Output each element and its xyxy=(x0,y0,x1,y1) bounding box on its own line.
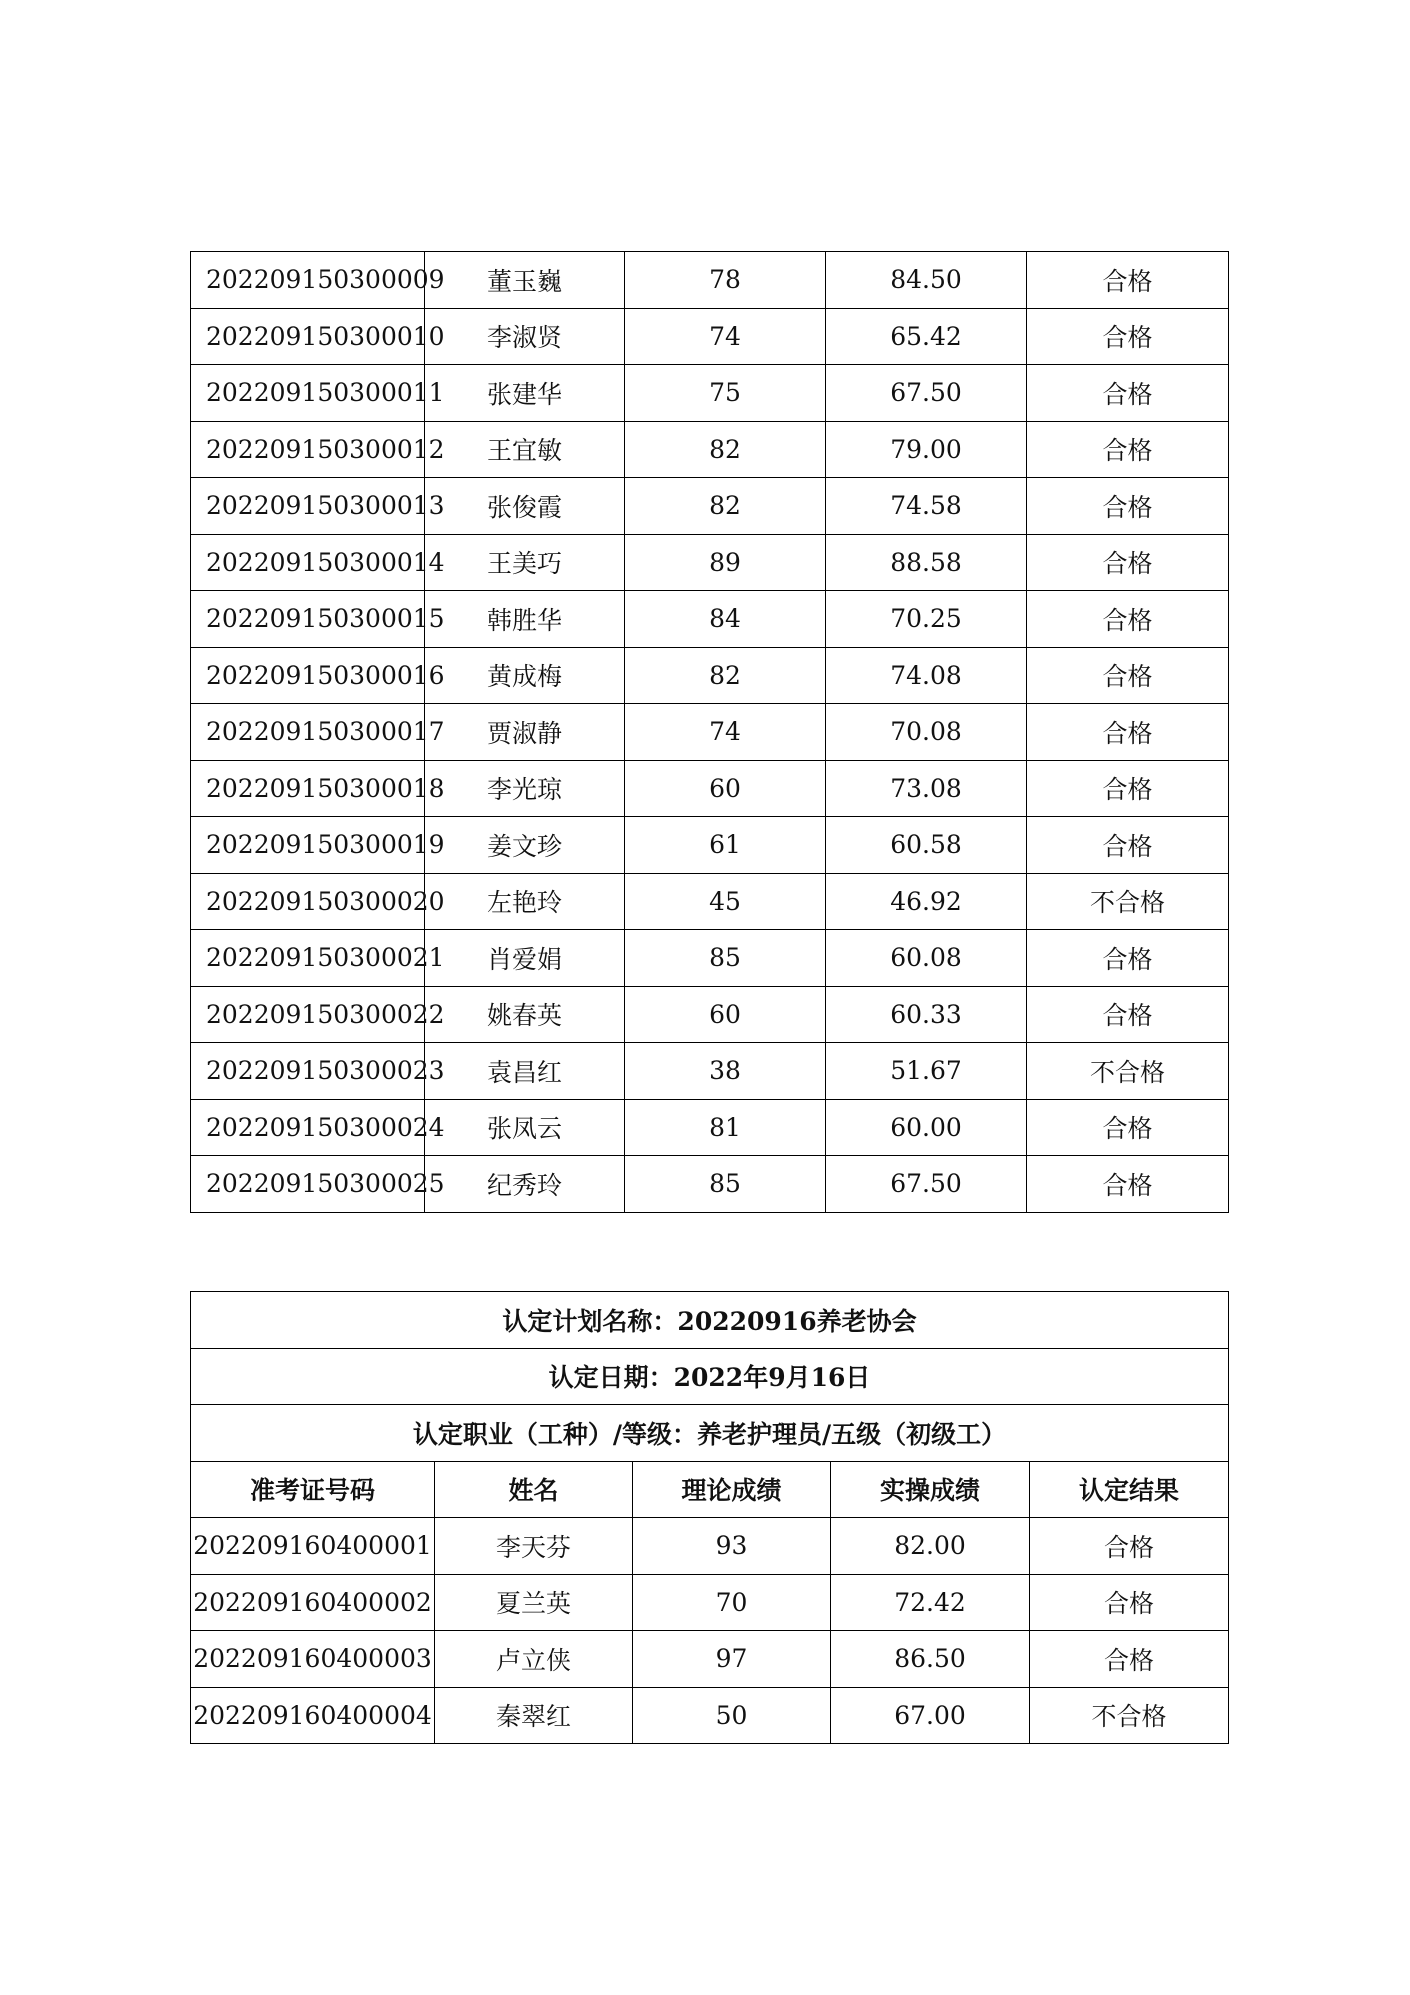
name-cell: 袁昌红 xyxy=(425,1043,625,1100)
table-row xyxy=(191,534,1229,591)
theory-score-cell: 97 xyxy=(633,1631,831,1688)
name-cell: 张建华 xyxy=(425,365,625,422)
result-cell: 合格 xyxy=(1030,1518,1229,1575)
certification-date: 认定日期：2022年9月16日 xyxy=(191,1348,1229,1405)
exam-id-cell: 202209150300016 xyxy=(191,647,425,704)
column-header-row xyxy=(191,1461,1229,1518)
table-row xyxy=(191,1687,1229,1744)
theory-score-cell: 93 xyxy=(633,1518,831,1575)
exam-id-cell: 202209160400004 xyxy=(191,1687,435,1744)
table-row xyxy=(191,760,1229,817)
column-header-name: 姓名 xyxy=(435,1461,633,1518)
theory-score-cell: 60 xyxy=(625,760,826,817)
practical-score-cell: 74.08 xyxy=(826,647,1027,704)
result-cell: 不合格 xyxy=(1027,1043,1229,1100)
exam-id-cell: 202209150300010 xyxy=(191,308,425,365)
name-cell: 李光琼 xyxy=(425,760,625,817)
theory-score-cell: 61 xyxy=(625,817,826,874)
result-cell: 合格 xyxy=(1027,704,1229,761)
results-table-1 xyxy=(190,251,1229,1213)
name-cell: 卢立侠 xyxy=(435,1631,633,1688)
result-cell: 合格 xyxy=(1027,365,1229,422)
theory-score-cell: 60 xyxy=(625,986,826,1043)
name-cell: 肖爱娟 xyxy=(425,930,625,987)
table-row xyxy=(191,591,1229,648)
table-row xyxy=(191,478,1229,535)
result-cell: 合格 xyxy=(1027,1156,1229,1213)
table-row xyxy=(191,930,1229,987)
exam-id-cell: 202209150300017 xyxy=(191,704,425,761)
table-row xyxy=(191,1156,1229,1213)
results-table-2-body xyxy=(191,1518,1229,1744)
result-cell: 合格 xyxy=(1027,478,1229,535)
exam-id-cell: 202209150300025 xyxy=(191,1156,425,1213)
table-row xyxy=(191,308,1229,365)
table-row xyxy=(191,1574,1229,1631)
practical-score-cell: 67.00 xyxy=(831,1687,1030,1744)
column-header-theory-score: 理论成绩 xyxy=(633,1461,831,1518)
exam-id-cell: 202209150300014 xyxy=(191,534,425,591)
result-cell: 合格 xyxy=(1027,986,1229,1043)
theory-score-cell: 45 xyxy=(625,873,826,930)
result-cell: 合格 xyxy=(1027,930,1229,987)
occupation-level: 认定职业（工种）/等级：养老护理员/五级（初级工） xyxy=(191,1405,1229,1462)
theory-score-cell: 85 xyxy=(625,1156,826,1213)
practical-score-cell: 82.00 xyxy=(831,1518,1030,1575)
name-cell: 纪秀玲 xyxy=(425,1156,625,1213)
table-row xyxy=(191,704,1229,761)
occupation-row xyxy=(191,1405,1229,1462)
table-row xyxy=(191,252,1229,309)
table-row xyxy=(191,421,1229,478)
name-cell: 夏兰英 xyxy=(435,1574,633,1631)
table-row xyxy=(191,873,1229,930)
practical-score-cell: 67.50 xyxy=(826,365,1027,422)
name-cell: 张凤云 xyxy=(425,1099,625,1156)
table-row xyxy=(191,1099,1229,1156)
practical-score-cell: 73.08 xyxy=(826,760,1027,817)
date-row xyxy=(191,1348,1229,1405)
theory-score-cell: 74 xyxy=(625,704,826,761)
table-row xyxy=(191,1631,1229,1688)
result-cell: 合格 xyxy=(1027,817,1229,874)
exam-id-cell: 202209150300013 xyxy=(191,478,425,535)
theory-score-cell: 82 xyxy=(625,647,826,704)
exam-id-cell: 202209160400002 xyxy=(191,1574,435,1631)
theory-score-cell: 38 xyxy=(625,1043,826,1100)
name-cell: 左艳玲 xyxy=(425,873,625,930)
practical-score-cell: 70.08 xyxy=(826,704,1027,761)
exam-id-cell: 202209150300009 xyxy=(191,252,425,309)
results-table-1-body xyxy=(191,252,1229,1213)
table-row xyxy=(191,817,1229,874)
practical-score-cell: 65.42 xyxy=(826,308,1027,365)
practical-score-cell: 60.58 xyxy=(826,817,1027,874)
theory-score-cell: 81 xyxy=(625,1099,826,1156)
result-cell: 合格 xyxy=(1027,534,1229,591)
practical-score-cell: 88.58 xyxy=(826,534,1027,591)
result-cell: 合格 xyxy=(1027,308,1229,365)
plan-name-row xyxy=(191,1292,1229,1349)
result-cell: 不合格 xyxy=(1027,873,1229,930)
name-cell: 黄成梅 xyxy=(425,647,625,704)
name-cell: 李天芬 xyxy=(435,1518,633,1575)
plan-name: 认定计划名称：20220916养老协会 xyxy=(191,1292,1229,1349)
exam-id-cell: 202209150300021 xyxy=(191,930,425,987)
name-cell: 韩胜华 xyxy=(425,591,625,648)
name-cell: 王宜敏 xyxy=(425,421,625,478)
practical-score-cell: 60.00 xyxy=(826,1099,1027,1156)
column-header-result: 认定结果 xyxy=(1030,1461,1229,1518)
exam-id-cell: 202209150300018 xyxy=(191,760,425,817)
theory-score-cell: 78 xyxy=(625,252,826,309)
result-cell: 合格 xyxy=(1030,1631,1229,1688)
name-cell: 秦翠红 xyxy=(435,1687,633,1744)
name-cell: 张俊霞 xyxy=(425,478,625,535)
practical-score-cell: 51.67 xyxy=(826,1043,1027,1100)
practical-score-cell: 74.58 xyxy=(826,478,1027,535)
result-cell: 合格 xyxy=(1027,591,1229,648)
name-cell: 姚春英 xyxy=(425,986,625,1043)
exam-id-cell: 202209150300015 xyxy=(191,591,425,648)
result-cell: 合格 xyxy=(1027,252,1229,309)
practical-score-cell: 46.92 xyxy=(826,873,1027,930)
theory-score-cell: 84 xyxy=(625,591,826,648)
theory-score-cell: 75 xyxy=(625,365,826,422)
exam-id-cell: 202209150300022 xyxy=(191,986,425,1043)
practical-score-cell: 70.25 xyxy=(826,591,1027,648)
exam-id-cell: 202209150300012 xyxy=(191,421,425,478)
table-row xyxy=(191,986,1229,1043)
practical-score-cell: 84.50 xyxy=(826,252,1027,309)
theory-score-cell: 89 xyxy=(625,534,826,591)
exam-id-cell: 202209150300019 xyxy=(191,817,425,874)
name-cell: 王美巧 xyxy=(425,534,625,591)
result-cell: 不合格 xyxy=(1030,1687,1229,1744)
practical-score-cell: 79.00 xyxy=(826,421,1027,478)
result-cell: 合格 xyxy=(1027,647,1229,704)
theory-score-cell: 82 xyxy=(625,421,826,478)
exam-id-cell: 202209160400003 xyxy=(191,1631,435,1688)
practical-score-cell: 72.42 xyxy=(831,1574,1030,1631)
name-cell: 姜文珍 xyxy=(425,817,625,874)
practical-score-cell: 67.50 xyxy=(826,1156,1027,1213)
name-cell: 董玉巍 xyxy=(425,252,625,309)
theory-score-cell: 85 xyxy=(625,930,826,987)
results-table-2 xyxy=(190,1291,1229,1744)
table-row xyxy=(191,1518,1229,1575)
table-row xyxy=(191,365,1229,422)
exam-id-cell: 202209150300023 xyxy=(191,1043,425,1100)
practical-score-cell: 60.33 xyxy=(826,986,1027,1043)
column-header-exam-id: 准考证号码 xyxy=(191,1461,435,1518)
result-cell: 合格 xyxy=(1027,1099,1229,1156)
theory-score-cell: 82 xyxy=(625,478,826,535)
exam-id-cell: 202209150300011 xyxy=(191,365,425,422)
practical-score-cell: 86.50 xyxy=(831,1631,1030,1688)
table-row xyxy=(191,1043,1229,1100)
theory-score-cell: 74 xyxy=(625,308,826,365)
practical-score-cell: 60.08 xyxy=(826,930,1027,987)
theory-score-cell: 50 xyxy=(633,1687,831,1744)
exam-id-cell: 202209160400001 xyxy=(191,1518,435,1575)
exam-id-cell: 202209150300020 xyxy=(191,873,425,930)
result-cell: 合格 xyxy=(1030,1574,1229,1631)
result-cell: 合格 xyxy=(1027,760,1229,817)
column-header-practical-score: 实操成绩 xyxy=(831,1461,1030,1518)
theory-score-cell: 70 xyxy=(633,1574,831,1631)
table-row xyxy=(191,647,1229,704)
name-cell: 李淑贤 xyxy=(425,308,625,365)
exam-id-cell: 202209150300024 xyxy=(191,1099,425,1156)
name-cell: 贾淑静 xyxy=(425,704,625,761)
result-cell: 合格 xyxy=(1027,421,1229,478)
